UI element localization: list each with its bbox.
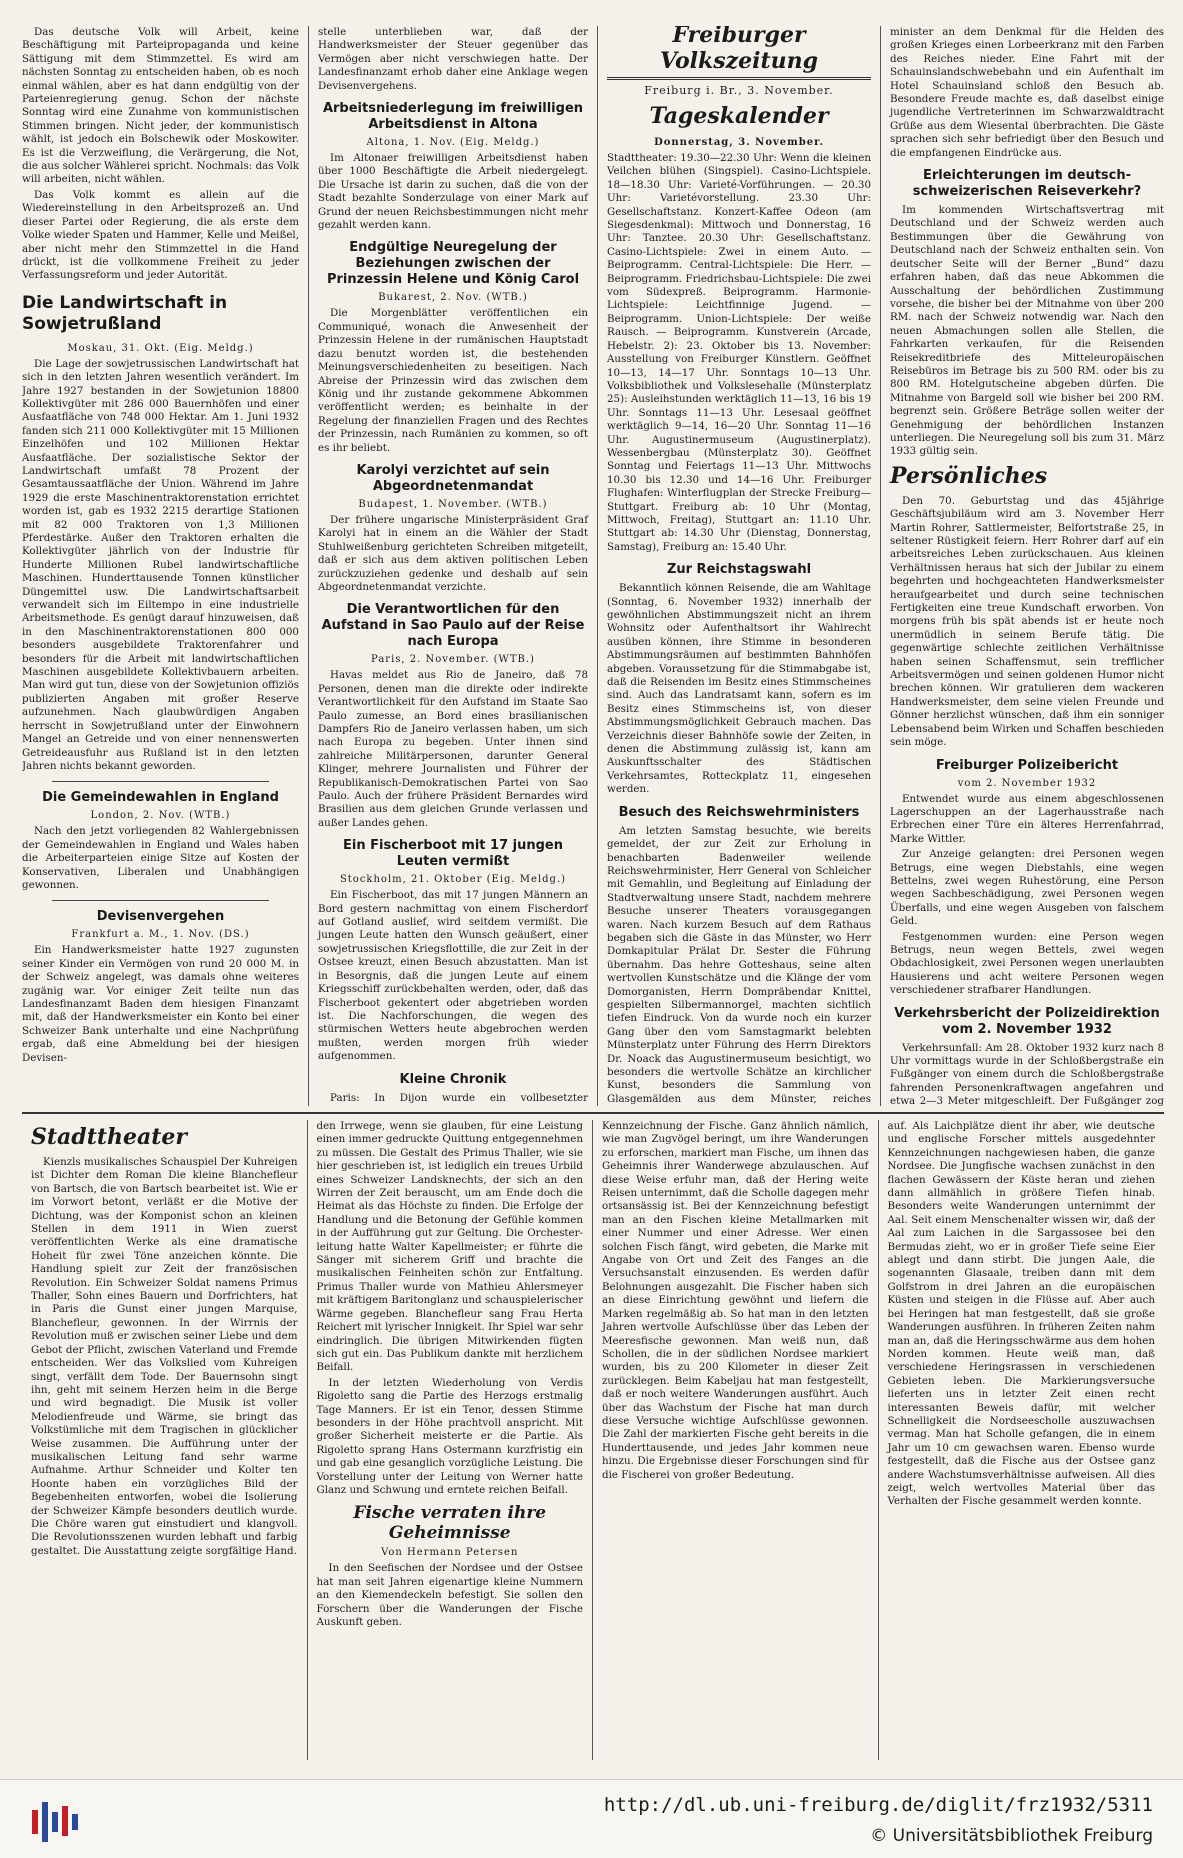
copyright-notice: © Universitätsbibliothek Freiburg	[870, 1826, 1153, 1846]
local-masthead: Freiburger Volkszeitung	[607, 26, 871, 80]
date-subheading: Donnerstag, 3. November.	[654, 137, 824, 148]
article-text: Das Volk kommt es allein auf die Wiedereinstellung in den Arbeitsprozeß an. Und dieser Partei oder Regierung, die als erste dem Volke wieder Spaten und Hammer, Kelle und Meißel, aber nicht mehr den Stimmzettel in die Hand drückt, ist die vollkommene Freiheit zu jeder Verfassungsreform und jeder Autorität.	[22, 188, 299, 282]
article-heading: Erleichterungen im deutsch-schweizerischen Reiseverkehr?	[912, 168, 1142, 200]
calendar-listing: Stadttheater: 19.30—22.30 Uhr: Wenn die kleinen Veilchen blühen (Singspiel). Casino-Lichtspiele. 18—18.30 Uhr: Varieté-Vorführungen. — 20.30 Uhr: Varietévorstellung. 23.30 Uhr: Gesellschaftstanz. Konzert-Kaffee Odeon (am Siegesdenkmal): Mittwoch und Donnerstag, 16 Uhr: Tanztee. 20.30 Uhr: Gesellschaftstanz. Casino-Lichtspiele: Zwei in einem Auto. — Beiprogramm. Central-Lichtspiele: Die Herr. — Beiprogramm. Friedrichsbau-Lichtspiele: Die zwei vom Südexpreß. Beiprogramm. Harmonie-Lichtspiele: Leichtfinnige Jugend. — Beiprogramm. Union-Lichtspiele: Der weiße Rausch. — Beiprogramm. Kunstverein (Arcade, Hebelstr. 2): 23. Oktober bis 13. November: Ausstellung von Freiburger Künstlern. Geöffnet 10—13, 14—17 Uhr. Sonntags 10—13 Uhr. Volksbibliothek und Volkslesehalle (Münsterplatz 25): Ausleihstunden werktäglich 11—13, 16 bis 19 Uhr. Sonntags 11—13 Uhr. Lesesaal geöffnet werktäglich 9—14, 16—20 Uhr. Sonntag 11—16 Uhr. Augustinermuseum (Augustinerplatz). Wessenbergbau (Münsterplatz 30). Geöffnet Sonntag und Feiertags 11—13 Uhr. Mittwochs 10.30 bis 12.30 und 14—16 Uhr. Freiburger Flughafen: Winterflugplan der Strecke Freiburg—Stuttgart. Freiburg ab: 10 Uhr (Montag, Mittwoch, Freitag), Stuttgart an: 11.10 Uhr. Stuttgart ab: 14.30 Uhr (Dienstag, Donnerstag, Samstag), Freiburg an: 15.40 Uhr.	[607, 152, 871, 553]
article-heading: Karolyi verzichtet auf sein Abgeordnetenmandat	[356, 462, 550, 494]
article-heading: Arbeitsniederlegung im freiwilligen Arbeitsdienst in Altona	[322, 101, 584, 133]
article-text: Die Lage der sowjetrussischen Landwirtschaft hat sich in den letzten Jahren wesentlich verändert. Im Jahre 1927 bestanden in der Sowjetunion 18800 Kollektivgüter mit 286 000 Bauernhöfen und einer Ausfaatfläche von 748 000 Hektar. Am 1. Juni 1932 fanden sich 211 000 Kollektivgüter mit 15 Millionen Einzelhöfen und 102 Millionen Hektar Ausfaatfläche. Der sozialistische Sektor der Landwirtschaft umfaßt 78 Prozent der Gesamtaussaatfläche der Union. Während im Jahre 1929 die erste Maschinentraktorenstation errichtet worden ist, gab es 1932 2215 derartige Stationen mit 82 000 Traktoren von 1,3 Millionen Pferdestärke. Außer den Traktoren erhalten die Kollektivgüter jährlich von der Industrie für Hunderte Millionen Rubel landwirtschaftliche Maschinen. Hunderttausende Tonnen künstlicher Düngemittel usw. Die Landwirtschaftsarbeit verwandelt sich im Eiltempo in eine industrielle Arbeitsmethode. Es genügt darauf hinzuweisen, daß in den Maschinentraktorenstationen 800 000 besonders ausgebildete Traktorenfahrer und besonders für die Arbeit mit landwirtschaftlichen Maschinen ausgebildete Kollektivbauern arbeiten. Man wird gut tun, diese von der Sowjetunion offiziös publizierten Angaben mit großer Reserve aufzunehmen. Nach glaubwürdigen Angaben herrscht in Sowjetrußland unter der Einwohnern Mangel an Getreide und von einer nennenswerten Getreideausfuhr aus Rußland ist in den letzten Jahren nichts bekannt geworden.	[22, 357, 299, 772]
article-text: Nach den jetzt vorliegenden 82 Wahlergebnissen der Gemeindewahlen in England und Wales haben die Arbeiterparteien einige Sitze auf Kosten der Konservativen, Liberalen und Unabhängigen gewonnen.	[22, 825, 299, 891]
article-text: Verkehrsunfall: Am 28. Oktober 1932 kurz nach 8 Uhr vormittags wurde in der Schloßbergstraße ein Fußgänger von einem durch die Schloßbergstraße fahrenden Personenkraftwagen angefahren und etwa 2—3 Meter mitgeschleift. Der Fußgänger zog	[890, 1041, 1164, 1106]
article-text: Paris: In Dijon wurde ein vollbesetzter	[330, 1091, 588, 1104]
feuilleton-section	[22, 1120, 1164, 1760]
column-2	[309, 26, 598, 1106]
section-title: Tageskalender	[649, 103, 829, 129]
section-title: Persönliches	[890, 462, 1048, 489]
article-text: In der letzten Wiederholung von Verdis Rigoletto sang die Partie des Herzogs erstmalig Tage Manners. Er ist ein Tenor, dessen Stimme besonders in der Höhe prachtvoll anspricht. Mit großer Sicherheit meisterte er die Partie. Als Rigoletto sprang Hans Ostermann kurzfristig ein und gab eine gesanglich vorzügliche Leistung. Die Vorstellung unter der Leitung von Werner hatte Glanz und Schwung und erntete reichen Beifall.	[316, 1376, 583, 1496]
article-heading: Endgültige Neuregelung der Beziehungen zwischen der Prinzessin Helene und König Carol	[326, 240, 580, 288]
section-divider	[22, 1112, 1164, 1114]
article-text: Den 70. Geburtstag und das 45jährige Geschäftsjubiläum wird am 3. November Herr Martin Rohrer, Sattlermeister, Belfortstraße 25, in seltener Rüstigkeit feiern. Herr Rohrer darf auf ein arbeitsreiches Leben zurückschauen. Aus kleinen Verhältnissen heraus hat sich der Jubilar zu einem begehrten und hochgeachteten Handwerksmeister heraufgearbeitet und durch seine technischen Fertigkeiten eine treue Kundschaft erworben. Von morgens früh bis spät abends ist er heute noch unermüdlich in seinem Berufe tätig. Die gegenwärtige schlechte zeitlichen Verhältnisse haben seinen Schaffensmut, sein trefflicher Arbeitsvermögen und seinen goldenen Humor nicht brechen können. Wir gratulieren dem wackeren Handwerksmeister, dem seine vielen Freunde und Gönner herzlichst wünschen, daß ihm ein sonniger Lebensabend beim Wirken und Schaffen beschieden sein möge.	[890, 494, 1164, 749]
article-text: Ein Fischerboot, das mit 17 jungen Männern an Bord gestern nachmittag von einem Fischerdorf auf Gotland auslief, wird seitdem vermißt. Die jungen Leute hatten den Wunsch geäußert, einer sowjetrussischen Kriegsflottille, die zur Zeit in der Ostsee kreuzt, einen Besuch abzustatten. Man ist in Besorgnis, daß die jungen Leute auf einem Kriegsschiff zurückbehalten werden, oder, daß das Fischerboot gekentert oder abgetrieben worden ist. Die Nachforschungen, die wegen des stürmischen Wetters heute abgebrochen werden mußten, werden morgen früh wieder aufgenommen.	[318, 889, 588, 1063]
article-text: Ein Handwerksmeister hatte 1927 zugunsten seiner Kinder ein Vermögen von rund 20 000 M. in der Schweiz angelegt, was damals ohne weiteres zugänig war. Vor einiger Zeit teilte nun das Landesfinanzamt Baden dem hiesigen Finanzamt mit, daß der Handwerksmeister ein Konto bei einer Schweizer Bank unterhalte und eine Nachprüfung ergab, daß eine Abmeldung bei der hiesigen Devisen-	[22, 944, 299, 1064]
article-text: Am letzten Samstag besuchte, wie bereits gemeldet, der zur Zeit zur Erholung in benachbarten Badenweiler weilende Reichswehrminister, Herr General von Schleicher mit Gemahlin, und Begleitung auf Einladung der Stadtverwaltung unsere Stadt, nachdem mehrere Besuche unserer Theaters vorausgegangen waren. Nach kurzem Besuch auf dem Rathaus begaben sich die Gäste in das Münster, wo Herr Domkapitular Prälat Dr. Sester die Führung übernahm. Das hehre Gotteshaus, seine alten wertvollen Kunstschätze und die Klänge der vom Domorganisten, Herrn Dompräbendar Knittel, gespielten Silbermannorgel, machten sichtlich tiefen Eindruck. Von da wurde noch ein kurzer Gang über den vom Samstagmarkt belebten Münsterplatz unter Führung des Herrn Direktors Dr. Noack das Augustinermuseum besichtigt, wo besonders die wertvolle Schätze an kirchlicher Kunst, besonders die Sammlung von Glasgemälden aus dem Münster, reiches	[607, 824, 871, 1105]
article-text: Die Morgenblätter veröffentlichen ein Communiqué, wonach die Anwesenheit der Prinzessin Helene in der rumänischen Hauptstadt dazu benutzt worden ist, die bestehenden Meinungsverschiedenheiten zu beseitigen. Nach Abreise der Prinzessin wird das zwischen dem König und ihr zustande gekommene Abkommen veröffentlicht werden; es beinhalte in der Regelung der finanziellen Fragen und des Rechtes der Prinzessin, nach Rumänien zu kommen, so oft es ihr beliebt.	[318, 307, 588, 454]
article-heading: Verkehrsbericht der Polizeidirektion vom 2. November 1932	[894, 1005, 1160, 1037]
column-1	[22, 26, 309, 1106]
article-text: stelle unterblieben war, daß der Handwerksmeister der Steuer gegenüber das Vermögen aber nicht verschwiegen hatte. Der Landesfinanzamt erhob daher eine Anklage wegen Devisenvergehens.	[318, 26, 588, 92]
article-text: Havas meldet aus Rio de Janeiro, daß 78 Personen, denen man die direkte oder indirekte Verantwortlichkeit für den Aufstand im Staate Sao Paulo zumesse, an Bord eines brasilianischen Dampfers Rio de Janeiro verlassen haben, um sich nach Europa zu begeben. Unter ihnen sind zahlreiche Militärpersonen, darunter General Klinger, mehrere Journalisten und Führer der Republikanisch-Demokratischen Partei von Sao Paulo. Auch der frühere Präsident Bernardes wird Brasilien aus dem gleichen Grunde verlassen und außer Landes gehen.	[318, 669, 588, 829]
dateline: Altona, 1. Nov. (Eig. Meldg.)	[366, 137, 540, 149]
dateline: vom 2. November 1932	[957, 777, 1097, 789]
article-text: Bekanntlich können Reisende, die am Wahltage (Sonntag, 6. November 1932) innerhalb der gewöhnlichen Abstimmungszeit nicht an ihrem Wohnsitz oder Aufenthaltsort ihr Wahlrecht ausüben können, ihre Stimme in besonderen Abstimmungsräumen auf bestimmten Bahnhöfen abgeben. Voraussetzung für die Stimmabgabe ist, daß die Reisenden im Besitz eines Stimmscheines sind. Auch das Landratsamt kann, sofern es im Besitz eines Stimmscheins ist, von dieser Abstimmungsmöglichkeit Gebrauch machen. Das Verzeichnis dieser Bahnhöfe sowie der Zeiten, in denen die Abstimmung zulässig ist, kann am Auskunftsschalter des Städtischen Verkehrsamtes, Rotteckplatz 11, eingesehen werden.	[607, 582, 871, 796]
article-heading: Die Gemeindewahlen in England	[42, 790, 279, 806]
article-text: Das deutsche Volk will Arbeit, keine Beschäftigung mit Parteipropaganda und keine Sättigung mit dem Stimmzettel. Es wird am nächsten Sonntag zu entscheiden haben, ob es noch einmal wählen, aber es hat dann endgültig von der Parteienregierung genug. Schon der nächste Sonntag wird eine Zunahme von kommunistischen Stimmen bringen. Nicht jeder, der kommunistisch wählt, ist jedoch ein Bolschewik oder Moskowiter. Es ist die Verzweiflung, die Verärgerung, die Not, die aus solcher Wählerei spricht. Nochmals: das Volk will arbeiten, nicht wählen.	[22, 26, 299, 186]
lower-column-3	[593, 1120, 879, 1760]
dateline: Moskau, 31. Okt. (Eig. Meldg.)	[67, 342, 254, 354]
dateline: Freiburg i. Br., 3. November.	[644, 84, 834, 97]
column-4	[881, 26, 1164, 1106]
article-text: Zur Anzeige gelangten: drei Personen wegen Betrugs, eine wegen Diebstahls, eine wegen Bettelns, zwei wegen Ruhestörung, eine Person wegen Sachbeschädigung, zwei Personen wegen Überfalls, und eine wegen Ausgeben von falschem Geld.	[890, 848, 1164, 928]
article-heading: Die Landwirtschaft in Sowjetrußland	[22, 292, 228, 334]
dateline: Paris, 2. November. (WTB.)	[371, 654, 535, 666]
lower-column-2	[308, 1120, 594, 1760]
dateline: London, 2. Nov. (WTB.)	[90, 810, 231, 822]
article-text: minister an dem Denkmal für die Helden des großen Krieges einen Lorbeerkranz mit den Farben des Reiches nieder. Eine Fahrt mit der Schauinslandschwebebahn und ein Aufenthalt im Hotel Schauinsland schloß den Besuch ab. Besondere Freude machte es, daß daselbst einige jugendliche Vertreterinnen im Schwarzwaldtracht Grüße aus dem Wiesental überbrachten. Die Gäste sprachen sich sehr befriedigt über den Besuch und die empfangenen Eindrücke aus.	[890, 26, 1164, 159]
lower-column-1	[22, 1120, 308, 1760]
lower-column-4	[879, 1120, 1165, 1760]
article-heading: Besuch des Reichswehrministers	[618, 804, 860, 820]
article-heading: Kleine Chronik	[399, 1071, 507, 1087]
dateline: Frankfurt a. M., 1. Nov. (DS.)	[71, 929, 250, 941]
article-text: Im kommenden Wirtschaftsvertrag mit Deutschland und der Schweiz werden auch Bestimmungen über die Gewährung von Deutschland nach der Schweiz enthalten sein. Von deutscher Seite will der Berner „Bund“ dazu erfahren haben, daß das neue Abkommen die Ausschaltung der behördlichen Zustimmung vorsehe, die bisher bei der Mitnahme von über 200 RM. nach der Schweiz notwendig war. Nach den neuen Abmachungen sollen alle Stellen, die Fahrkarten verkaufen, für die Reisenden Reisekreditbriefe des Mitteleuropäischen Reisebüros im Betrage bis zu 500 RM. oder bis zu 800 RM. Hotelgutscheine abgeben dürfen. Die Mitnahme von Bargeld soll wie bisher bei 200 RM. begrenzt sein. Größere Beträge sollen weiter der Genehmigung der behördlichen Instanzen unterliegen. Die Neuregelung soll bis zum 31. März 1933 gültig sein.	[890, 204, 1164, 458]
article-heading: Zur Reichstagswahl	[666, 562, 812, 578]
dateline: Budapest, 1. November. (WTB.)	[358, 498, 548, 510]
article-text: den Irrwege, wenn sie glauben, für eine Leistung einen immer gedruckte Quittung entgegennehmen zu müssen. Die Gestalt des Primus Thaller, wie sie hier geschrieben ist, ist lediglich ein treues Urbild eines Schweizer Landsknechts, der sich an den Wirren der Zeit berauscht, um am Ende doch die Heimat als das Höchste zu finden. Die Erfolge der Handlung und die Betonung der Gefühle kommen in der Aufführung gut zur Geltung. Die Orchester-leitung hatte Walter Kapellmeister; er führte die Sänger mit sicherem Griff und brachte die musikalischen Feinheiten schön zur Entfaltung. Primus Thaller wurde von Mathieu Ahlersmeyer mit kräftigem Baritonglanz und schauspielerischer Wärme gegeben. Blanchefleur sang Frau Herta Reichert mit lyrischer Innigkeit. Ihr Spiel war sehr eindringlich. Die übrigen Mitwirkenden fügten sich gut ein. Das Publikum dankte mit herzlichem Beifall.	[316, 1120, 583, 1374]
article-heading: Die Verantwortlichen für den Aufstand in Sao Paulo auf der Reise nach Europa	[321, 602, 585, 650]
article-heading: Freiburger Polizeibericht	[935, 757, 1119, 773]
dateline: Bukarest, 2. Nov. (WTB.)	[378, 292, 528, 304]
article-text: Kienzls musikalisches Schauspiel Der Kuhreigen ist Dichter dem Roman Die kleine Blanchefleur von Bartsch, die von Bartsch bearbeitet ist. Wie er im Vorwort betont, verläßt er die Motive der Dichtung, was der Komponist schon an kleinen Stellen in dem 1911 in Wien zuerst veröffentlichten Werke als eine dramatische Hoheit für zwei Töne anzeichen könnte. Die Handlung spielt zur Zeit der französischen Revolution. Ein Schweizer Soldat namens Primus Thaller, Sohn eines Bauern und Dorfrichters, hat in Paris die Gunst einer jungen Marquise, Blanchefleur, gewonnen. In der Wirrnis der Revolution muß er zwischen seiner Liebe und dem Gebot der Pflicht, zwischen Vaterland und Fremde entscheiden. Wer das Volkslied vom Kuhreigen singt, verfällt dem Tode. Der Bauernsohn singt ihn, geht mit seinem Herzen heim in die Berge und wird begnadigt. Die Musik ist voller Melodienfreude und Wärme, sie bringt das Volkstümliche mit dem Tragischen in glücklicher Weise zusammen. Die Aufführung unter der musikalischen Leitung fand sehr warme Aufnahme. Arthur Schneider und Kolter ten Hoonte haben ein vorzügliches Bild der Begebenheiten entworfen, wobei die Isolierung der Schweizer Kämpfe besonders deutlich wurde. Die Chöre waren gut einstudiert und klangvoll. Die Revolutionsszenen wurden lebhaft und farbig gestaltet. Die Ausstattung zeigte sorgfältige Hand.	[31, 1156, 298, 1557]
article-heading: Ein Fischerboot mit 17 jungen Leuten vermißt	[343, 838, 563, 870]
article-text: In den Seefischen der Nordsee und der Ostsee hat man seit Jahren eigenartige kleine Nummern an den Kiemendeckeln befestigt. Sie sollen den Forschern über die Wanderungen der Fische Auskunft geben.	[316, 1562, 583, 1628]
article-text: auf. Als Laichplätze dient ihr aber, wie deutsche und englische Forscher mittels ausgedehnter Kennzeichnungen nachgewiesen haben, die ganze Nordsee. Die Jungfische wachsen zunächst in den flachen Gewässern der Küste heran und ziehen dann allmählich in größere Tiefen hinab. Besonders weite Wanderungen unternimmt der Aal. Seit einem Menschenalter wissen wir, daß der Aal zum Laichen in die Sargassosee bei den Bermudas zieht, wo er in großer Tiefe seine Eier ablegt und dann stirbt. Die jungen Aale, die sogenannten Glasaale, treiben dann mit dem Golfstrom in drei Jahren an die europäischen Küsten und steigen in die Flüsse auf. Aber auch bei Heringen hat man festgestellt, daß sie große Wanderungen ausführen. In früheren Zeiten nahm man an, daß die Heringsschwärme aus dem hohen Norden kommen. Heute weiß man, daß verschiedene Heringsrassen in verschiedenen Gebieten leben. Die Markierungsversuche lieferten uns in letzter Zeit einen recht interessanten Beweis dafür, mit welcher Schnelligkeit die Nordseescholle auszuwachsen vermag. Man hat Scholle gefangen, die in einem Jahr um 10 cm gewachsen waren. Ebenso wurde festgestellt, daß die Fische aus der Ostsee ganz andere Wachstumsverhältnisse aufweisen. All dies zeigt, welch wertvolles Material über das Verhalten der Fische gesammelt werden konnte.	[887, 1120, 1155, 1508]
upper-section	[22, 26, 1164, 1106]
dateline: Stockholm, 21. Oktober (Eig. Meldg.)	[339, 874, 567, 886]
article-heading: Devisenvergehen	[96, 909, 225, 925]
article-heading: Fische verraten ihre Geheimnisse	[353, 1503, 547, 1544]
article-text: Der frühere ungarische Ministerpräsident Graf Karolyi hat in einem an die Wähler der Stadt Stuhlweißenburg gerichteten Schreiben mitgeteilt, daß er sich aus dem aktiven politischen Leben zurückzuziehen gedenke und deshalb auf sein Abgeordnetenmandat verzichte.	[318, 513, 588, 593]
divider	[52, 781, 269, 782]
byline: Von Hermann Petersen	[381, 1547, 519, 1559]
section-title: Stadttheater	[31, 1124, 188, 1150]
article-text: Festgenommen wurden: eine Person wegen Betrugs, neun wegen Bettels, zwei wegen Obdachlosigkeit, zwei Personen wegen unerlaubten Hausierens und acht weitere Personen wegen verschiedener strafbarer Handlungen.	[890, 930, 1164, 997]
column-3	[598, 26, 881, 1106]
document-url-link[interactable]: http://dl.ub.uni-freiburg.de/diglit/frz1932/5311	[603, 1794, 1153, 1816]
footer-bar	[0, 1779, 1183, 1858]
university-logo-icon	[28, 1792, 84, 1848]
article-text: Entwendet wurde aus einem abgeschlossenen Lagerschuppen an der Lagerhausstraße nach Erbrechen einer Türe ein älteres Herrenfahrrad, Marke Wittler.	[890, 792, 1164, 845]
divider	[52, 900, 269, 901]
article-text: Im Altonaer freiwilligen Arbeitsdienst haben über 1000 Beschäftigte die Arbeit niedergelegt. Die Ursache ist darin zu suchen, daß die von der Stadt bezahlte Sonderzulage von einer Mark auf Grund der neuen Reichsbestimmungen nicht mehr gezahlt werden kann.	[318, 152, 588, 232]
article-text: Kennzeichnung der Fische. Ganz ähnlich nämlich, wie man Zugvögel beringt, um ihre Wanderungen zu erforschen, markiert man Fische, um ihnen das Geheimnis ihrer Wanderwege abzulauschen. Auf diese Weise erfuhr man, daß der Hering weite Reisen unternimmt, daß die Scholle dagegen mehr ortsansässig ist. Bei der Kennzeichnung befestigt man an den Fischen kleine Metallmarken mit einer Nummer und einer Adresse. Wer einen solchen Fisch fängt, wird gebeten, die Marke mit Angabe von Ort und Zeit des Fanges an die Versuchsanstalt einzusenden. Es werden dafür Belohnungen ausgezahlt. Die Fischer haben sich an diese Einrichtung gewöhnt und liefern die Marken regelmäßig ab. So hat man in den letzten Jahren wertvolle Aufschlüsse über das Leben der Meeresfische gewonnen. Man weiß nun, daß Schollen, die in der südlichen Nordsee markiert wurden, bis zu 200 Kilometer in dieser Zeit zurücklegen. Beim Kabeljau hat man festgestellt, daß er noch weitere Wanderungen ausführt. Auch über das Wachstum der Fische hat man durch diese Versuche wichtige Aufschlüsse gewonnen. Die Zahl der markierten Fische geht bereits in die Hunderttausende, und jedes Jahr kommen neue hinzu. Die Ergebnisse dieser Forschungen sind für die Fischerei von großer Bedeutung.	[602, 1120, 869, 1481]
